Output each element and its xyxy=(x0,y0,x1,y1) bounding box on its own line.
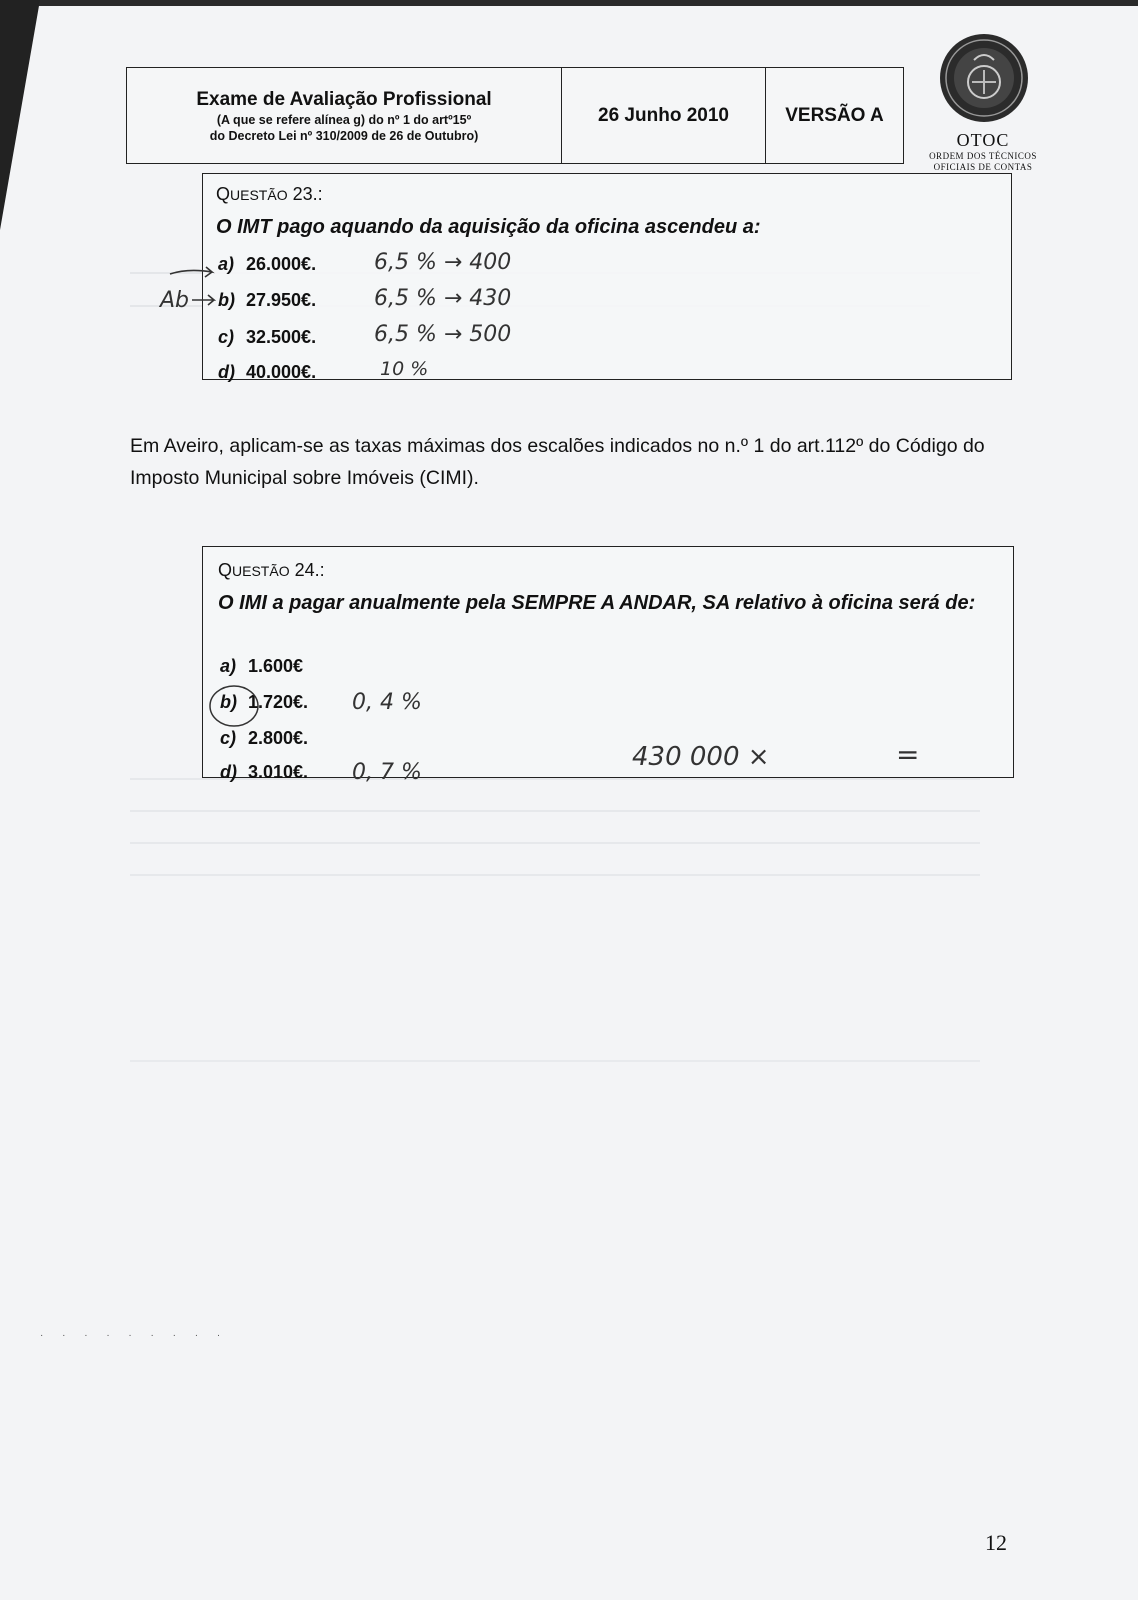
question-23-box xyxy=(202,173,1012,380)
question-24-text: O IMI a pagar anualmente pela SEMPRE A ANDAR, SA relativo à oficina será de: xyxy=(218,592,976,614)
exam-subtitle-line1: (A que se refere alínea g) do nº 1 do artº15º xyxy=(216,112,472,127)
exam-version-cell xyxy=(766,68,903,163)
option-value: 26.000€. xyxy=(246,254,317,274)
label-prefix: Q xyxy=(216,184,231,204)
handwriting-q24-b: 0, 4 % xyxy=(352,690,422,715)
option-value: 27.950€. xyxy=(246,290,317,310)
option-value: 32.500€. xyxy=(246,327,317,347)
question-23-text: O IMT pago aquando da aquisição da oficina ascendeu a: xyxy=(216,216,761,238)
label-small: UESTÃO xyxy=(230,187,288,203)
option-letter: d) xyxy=(220,762,237,782)
label-small: UESTÃO xyxy=(232,563,290,579)
option-value: 1.600€ xyxy=(248,656,304,676)
otoc-subtitle-line1: ORDEM DOS TÉCNICOS xyxy=(929,151,1037,161)
option-letter: a) xyxy=(220,656,237,676)
otoc-seal-logo xyxy=(938,30,1030,126)
q23-option-c xyxy=(218,327,316,348)
otoc-name: OTOC xyxy=(956,130,1010,150)
handwriting-q24-calc: 430 000 × xyxy=(632,742,770,772)
exam-subtitle-line2: do Decreto Lei nº 310/2009 de 26 de Outubro) xyxy=(209,128,479,143)
handwriting-q23-c: 6,5 % → 500 xyxy=(374,322,512,347)
exam-date-cell xyxy=(562,68,766,163)
option-letter: d) xyxy=(218,362,235,382)
question-23-label xyxy=(216,184,323,205)
q24-option-d xyxy=(220,762,308,783)
page-number: 12 xyxy=(985,1530,1007,1555)
label-prefix: Q xyxy=(218,560,233,580)
option-letter: b) xyxy=(218,290,235,310)
exam-version: VERSÃO A xyxy=(785,104,884,126)
scan-corner-shadow xyxy=(0,0,40,230)
q23-option-b xyxy=(218,290,316,311)
q24-option-a xyxy=(220,656,303,677)
answer-circle-mark xyxy=(206,680,266,732)
handwriting-q24-equals: = xyxy=(896,738,920,771)
cimi-paragraph: Em Aveiro, aplicam-se as taxas máximas dos escalões indicados no n.º 1 do art.112º do Código do Imposto Municipal sobre Imóveis (CIMI). xyxy=(130,435,985,489)
option-value: 2.800€. xyxy=(248,728,309,748)
option-letter: a) xyxy=(218,254,235,274)
q23-option-a xyxy=(218,254,316,275)
scan-top-edge xyxy=(0,0,1138,6)
decorative-dots: · · · · · · · · · xyxy=(40,1330,229,1341)
option-value: 40.000€. xyxy=(246,362,317,382)
otoc-subtitle-line2: OFICIAIS DE CONTAS xyxy=(933,162,1033,172)
handwriting-q23-margin: Ab xyxy=(160,288,190,313)
label-number: 24.: xyxy=(289,560,325,580)
q23-option-d xyxy=(218,362,316,383)
option-value: 1.720€. xyxy=(248,692,309,712)
option-letter: c) xyxy=(218,327,235,347)
exam-date: 26 Junho 2010 xyxy=(598,104,729,126)
handwriting-q23-a: 6,5 % → 400 xyxy=(374,250,512,275)
exam-header xyxy=(126,67,904,164)
exam-title: Exame de Avaliação Profissional xyxy=(196,88,492,110)
handwriting-q23-d: 10 % xyxy=(380,358,429,380)
handwriting-q24-d: 0, 7 % xyxy=(352,760,422,785)
otoc-logo-text xyxy=(918,130,1048,173)
handwritten-arrows-icon xyxy=(168,256,222,310)
option-value: 3.010€. xyxy=(248,762,309,782)
option-letter: b) xyxy=(220,692,237,712)
option-letter: c) xyxy=(220,728,237,748)
question-24-label xyxy=(218,560,325,581)
handwriting-q23-b: 6,5 % → 430 xyxy=(374,286,512,311)
label-number: 23.: xyxy=(287,184,323,204)
exam-title-cell xyxy=(127,68,562,163)
